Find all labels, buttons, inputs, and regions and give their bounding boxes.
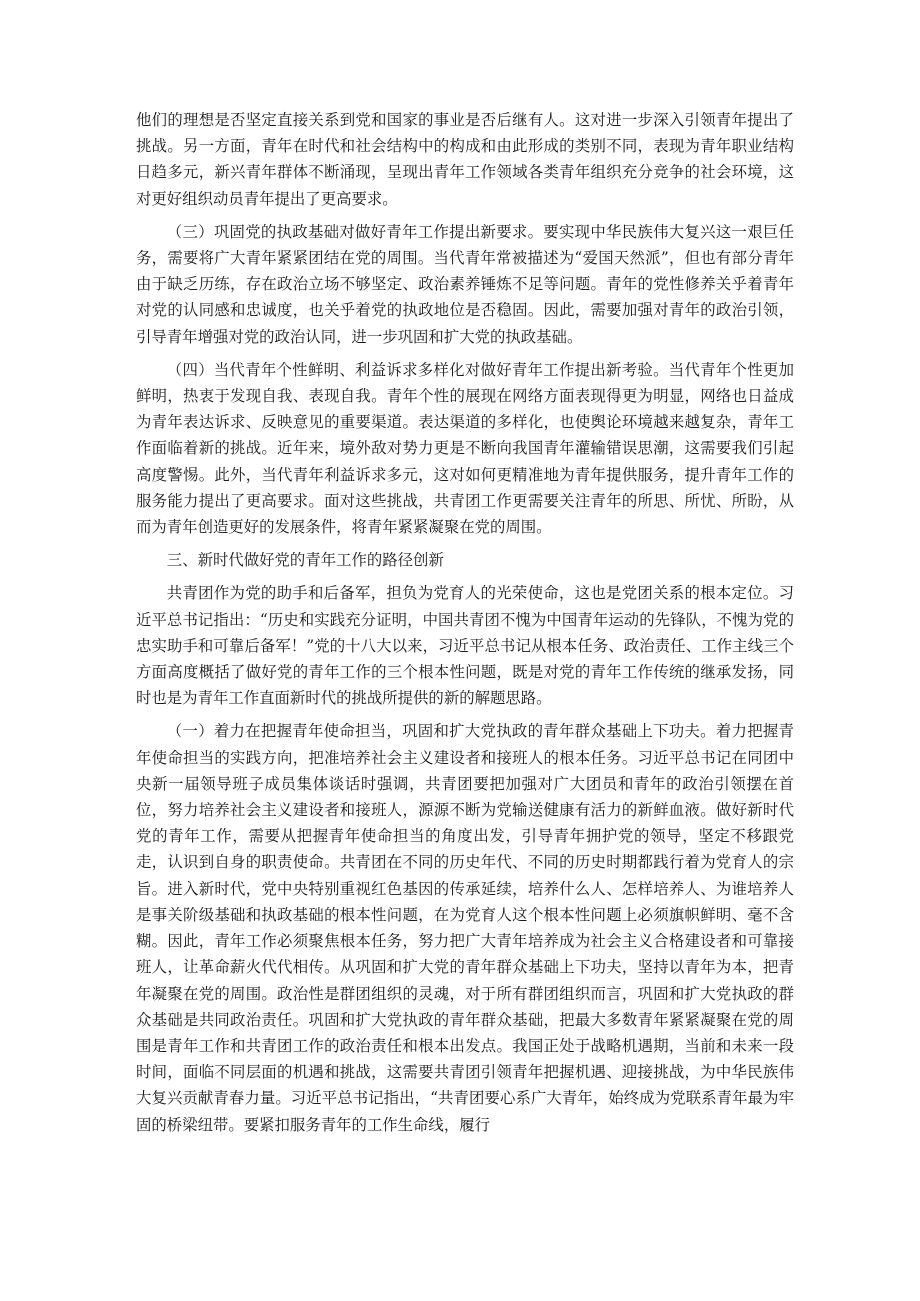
paragraph-three: （三）巩固党的执政基础对做好青年工作提出新要求。要实现中华民族伟大复兴这一艰巨任务，需要将广大青年紧紧团结在党的周围。当代青年常被描述为“爱国天然派”，但也有部分青年由于缺乏历练，存在政治立场不够坚定、政治素养锤炼不足等问题。青年的党性修养关乎着青年对党的认同感和忠诚度，也关乎着党的执政地位是否稳固。因此，需要加强对青年的政治引领，引导青年增强对党的政治认同，进一步巩固和扩大党的执政基础。 [136, 222, 794, 346]
paragraph-one: （一）着力在把握青年使命担当，巩固和扩大党执政的青年群众基础上下功夫。着力把握青年使命担当的实践方向，把准培养社会主义建设者和接班人的根本任务。习近平总书记在同团中央新一届领导班子成员集体谈话时强调，共青团要把加强对广大团员和青年的政治引领摆在首位，努力培养社会主义建设者和接班人，源源不断为党输送健康有活力的新鲜血液。做好新时代党的青年工作，需要从把握青年使命担当的角度出发，引导青年拥护党的领导，坚定不移跟党走，认识到自身的职责使命。共青团在不同的历史年代、不同的历史时期都践行着为党育人的宗旨。进入新时代，党中央特别重视红色基因的传承延续，培养什么人、怎样培养人、为谁培养人是事关阶级基础和执政基础的根本性问题，在为党育人这个根本性问题上必须旗帜鲜明、毫不含糊。因此，青年工作必须聚焦根本任务，努力把广大青年培养成为社会主义合格建设者和可靠接班人，让革命薪火代代相传。从巩固和扩大党的青年群众基础上下功夫，坚持以青年为本，把青年凝聚在党的周围。政治性是群团组织的灵魂，对于所有群团组织而言，巩固和扩大党执政的群众基础是共同政治责任。巩固和扩大党执政的青年群众基础，把最大多数青年紧紧凝聚在党的周围是青年工作和共青团工作的政治责任和根本出发点。我国正处于战略机遇期，当前和未来一段时间，面临不同层面的机遇和挑战，这需要共青团引领青年把握机遇、迎接挑战，为中华民族伟大复兴贡献青春力量。习近平总书记指出，“共青团要心系广大青年，始终成为党联系青年最为牢固的桥梁纽带。要紧扣服务青年的工作生命线，履行 [136, 722, 794, 1134]
paragraph-intro: 共青团作为党的助手和后备军，担负为党育人的光荣使命，这也是党团关系的根本定位。习近平总书记指出：“历史和实践充分证明，中国共青团不愧为中国青年运动的先锋队，不愧为党的忠实助手和可靠后备军！”党的十八大以来，习近平总书记从根本任务、政治责任、工作主线三个方面高度概括了做好党的青年工作的三个根本性问题，既是对党的青年工作传统的继承发扬，同时也是为青年工作直面新时代的挑战所提供的新的解题思路。 [136, 584, 794, 708]
paragraph-four: （四）当代青年个性鲜明、利益诉求多样化对做好青年工作提出新考验。当代青年个性更加鲜明，热衷于发现自我、表现自我。青年个性的展现在网络方面表现得更为明显，网络也日益成为青年表达诉求、反映意见的重要渠道。表达渠道的多样化，也使舆论环境越来越复杂，青年工作面临着新的挑战。近年来，境外敌对势力更是不断向我国青年灌输错误思潮，这需要我们引起高度警惕。此外，当代青年利益诉求多元，这对如何更精准地为青年提供服务，提升青年工作的服务能力提出了更高要求。面对这些挑战，共青团工作更需要关注青年的所思、所忧、所盼，从而为青年创造更好的发展条件，将青年紧紧凝聚在党的周围。 [136, 360, 794, 537]
document-body [136, 107, 794, 1145]
section-heading: 三、新时代做好党的青年工作的路径创新 [166, 551, 444, 570]
paragraph-continuation: 他们的理想是否坚定直接关系到党和国家的事业是否后继有人。这对进一步深入引领青年提出了挑战。另一方面，青年在时代和社会结构中的构成和由此形成的类别不同，表现为青年职业结构日趋多元，新兴青年群体不断涌现，呈现出青年工作领域各类青年组织充分竞争的社会环境，这对更好组织动员青年提出了更高要求。 [136, 111, 794, 208]
